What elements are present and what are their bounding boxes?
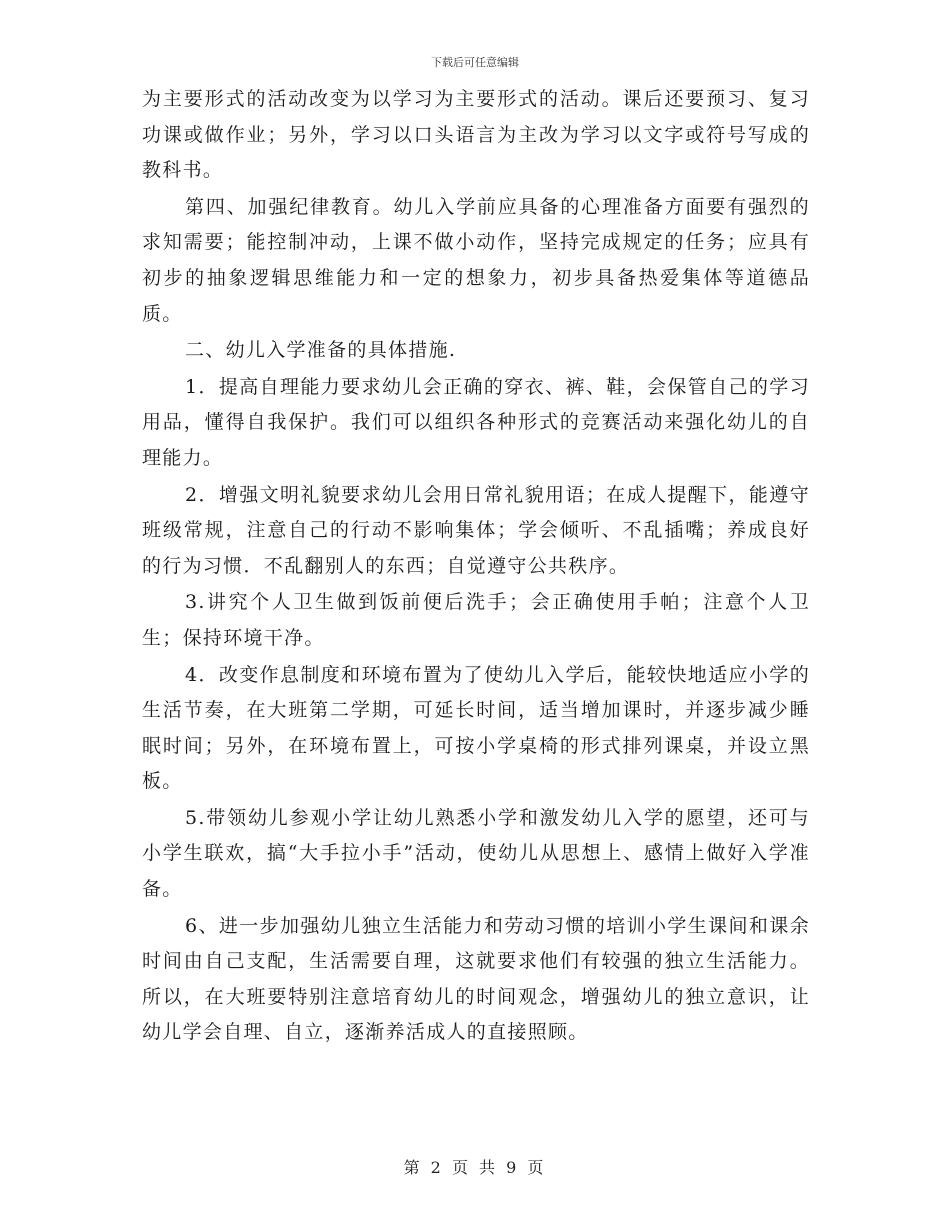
page-number-footer: 第 2 页 共 9 页 bbox=[403, 1158, 547, 1177]
paragraph-item-6: 6、进一步加强幼儿独立生活能力和劳动习惯的培训小学生课间和课余时间由自己支配，生活需要自理，这就要求他们有较强的独立生活能力。所以，在大班要特别注意培育幼儿的时间观念，增强幼儿的独立意识，让幼儿学会自理、自立，逐渐养活成人的直接照顾。 bbox=[142, 914, 810, 1044]
section-heading-measures: 二、幼儿入学准备的具体措施. bbox=[185, 339, 457, 362]
paragraph-item-3: 3.讲究个人卫生做到饭前便后洗手；会正确使用手帕；注意个人卫生；保持环境干净。 bbox=[142, 591, 810, 649]
paragraph-item-1: 1．提高自理能力要求幼儿会正确的穿衣、裤、鞋，会保管自己的学习用品，懂得自我保护。我们可以组织各种形式的竞赛活动来强化幼儿的自理能力。 bbox=[142, 375, 810, 469]
paragraph-item-2: 2．增强文明礼貌要求幼儿会用日常礼貌用语；在成人提醒下，能遵守班级常规，注意自己的行动不影响集体；学会倾听、不乱插嘴；养成良好的行为习惯．不乱翻别人的东西；自觉遵守公共秩序。 bbox=[142, 483, 810, 577]
paragraph-item-5: 5.带领幼儿参观小学让幼儿熟悉小学和激发幼儿入学的愿望，还可与小学生联欢，搞“大手拉小手”活动，使幼儿从思想上、感情上做好入学准备。 bbox=[142, 806, 810, 901]
page-header: 下载后可任意编辑 bbox=[431, 56, 519, 69]
paragraph-continuation: 为主要形式的活动改变为以学习为主要形式的活动。课后还要预习、复习功课或做作业；另外，学习以口头语言为主改为学习以文字或符号写成的教科书。 bbox=[142, 88, 810, 182]
document-body bbox=[142, 82, 810, 1052]
paragraph-item-4: 4．改变作息制度和环境布置为了使幼儿入学后，能较快地适应小学的生活节奏，在大班第二学期，可延长时间，适当增加课时，并逐步减少睡眠时间；另外，在环境布置上，可按小学桌椅的形式排列课桌，并设立黑板。 bbox=[142, 663, 810, 793]
paragraph-discipline-education: 第四、加强纪律教育。幼儿入学前应具备的心理准备方面要有强烈的求知需要；能控制冲动，上课不做小动作，坚持完成规定的任务；应具有初步的抽象逻辑思维能力和一定的想象力，初步具备热爱集体等道德品质。 bbox=[142, 195, 810, 325]
